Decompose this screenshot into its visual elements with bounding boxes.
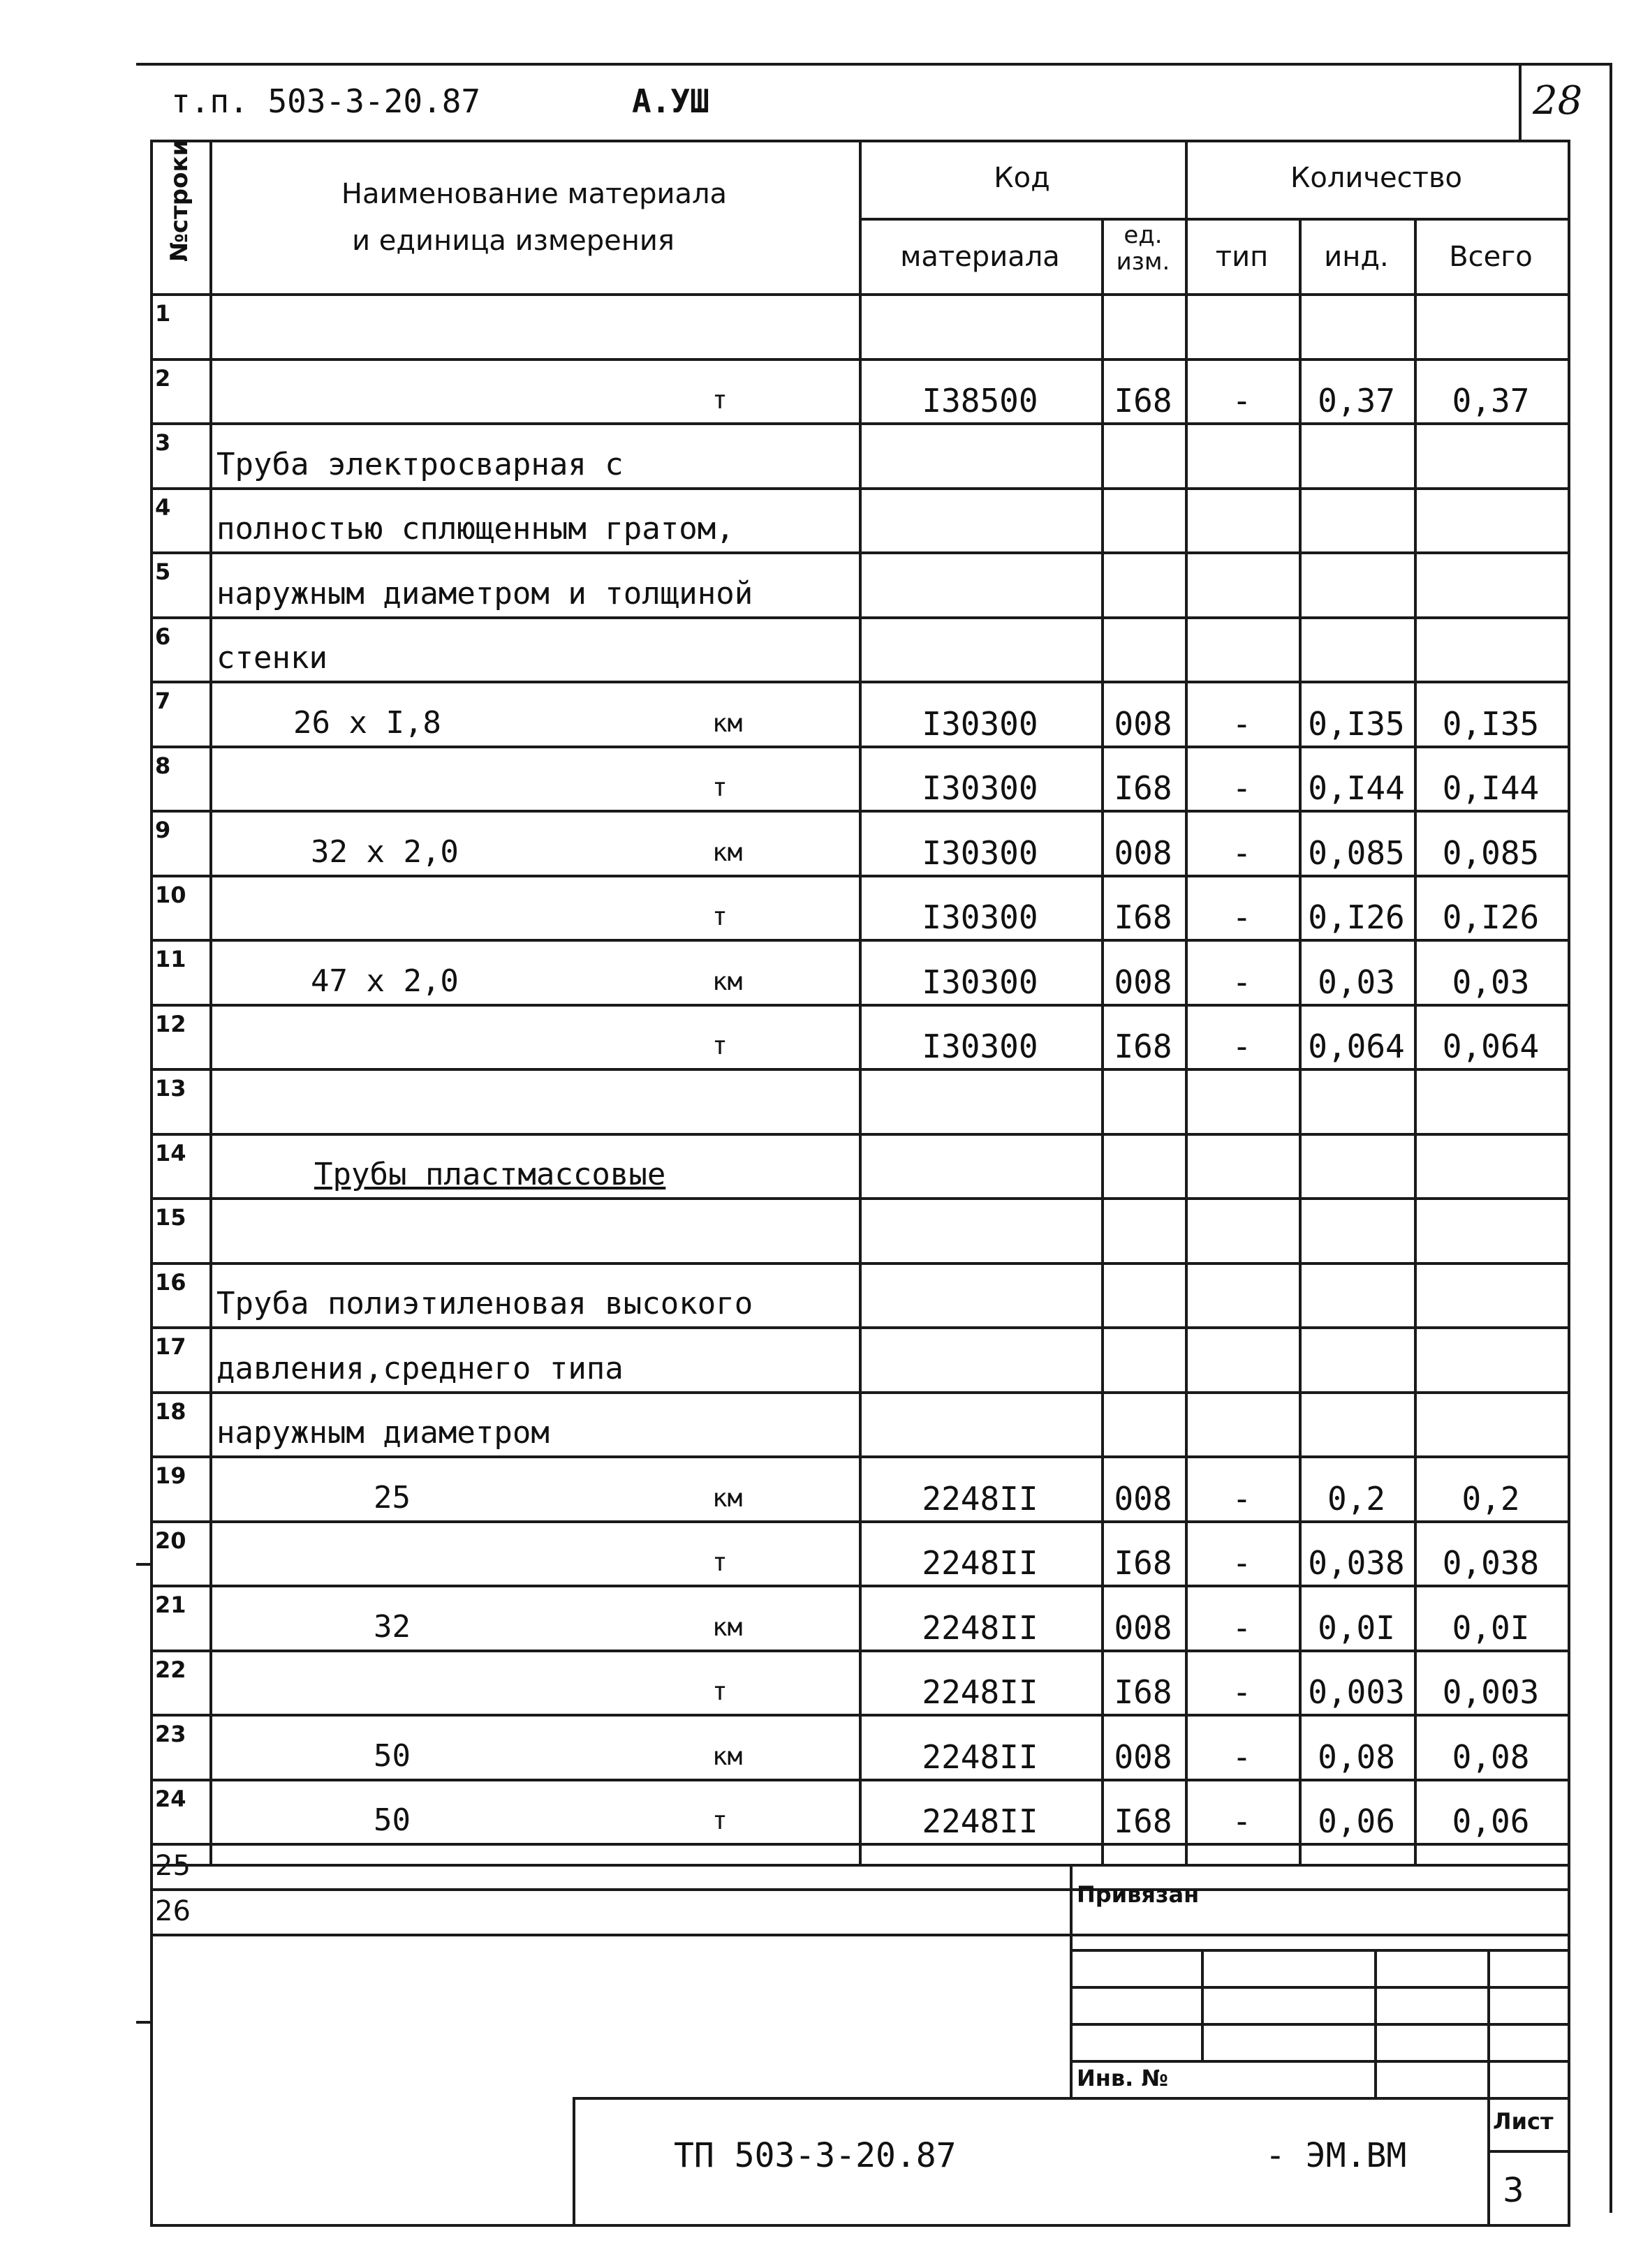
material-code: 2248II <box>922 1673 1038 1711</box>
row-number: 23 <box>155 1721 186 1747</box>
material-name: наружным диаметром и толщиной <box>216 575 753 612</box>
unit-label: т <box>712 386 728 415</box>
qty-ind: 0,064 <box>1308 1028 1405 1065</box>
unit-label: т <box>712 1677 728 1706</box>
qty-type: - <box>1232 898 1252 936</box>
row-number: 16 <box>155 1268 186 1296</box>
qty-type: - <box>1232 1802 1252 1840</box>
unit-code: I68 <box>1114 1028 1172 1065</box>
material-code: 2248II <box>922 1608 1038 1647</box>
row-number: 11 <box>155 946 186 972</box>
qty-total: 0,06 <box>1452 1802 1530 1840</box>
qty-total: 0,I26 <box>1442 898 1540 936</box>
qty-total: 0,I35 <box>1442 704 1540 743</box>
material-code: I38500 <box>922 382 1038 420</box>
qty-ind: 0,I35 <box>1308 704 1405 743</box>
row-number: 4 <box>155 494 171 521</box>
attached-label: Привязан <box>1077 1881 1200 1908</box>
material-code: 2248II <box>922 1479 1038 1518</box>
unit-label: т <box>712 1548 728 1577</box>
qty-type: - <box>1232 1737 1252 1776</box>
qty-ind: 0,08 <box>1318 1737 1395 1776</box>
inventory-label: Инв. № <box>1077 2065 1168 2091</box>
album-code: А.УШ <box>632 82 709 120</box>
material-code: I30300 <box>922 898 1038 936</box>
row-number: 3 <box>155 429 171 456</box>
qty-type: - <box>1232 769 1252 807</box>
qty-ind: 0,06 <box>1318 1802 1395 1840</box>
unit-code: I68 <box>1114 1673 1172 1711</box>
unit-label: км <box>712 967 743 996</box>
material-name: 25 <box>374 1479 411 1515</box>
unit-code: 008 <box>1114 1737 1172 1776</box>
qty-ind: 0,038 <box>1308 1544 1405 1582</box>
unit-code: I68 <box>1114 898 1172 936</box>
qty-ind-header: инд. <box>1324 241 1389 273</box>
material-name: 50 <box>374 1802 411 1838</box>
unit-label: км <box>712 838 743 867</box>
quantity-group-header: Количество <box>1290 162 1462 194</box>
page-number: 28 <box>1533 78 1583 124</box>
row-number: 20 <box>155 1527 186 1554</box>
code-group-header: Код <box>994 162 1050 194</box>
row-number: 12 <box>155 1010 186 1037</box>
unit-code: 008 <box>1114 704 1172 743</box>
qty-total: 0,2 <box>1461 1479 1520 1518</box>
qty-type: - <box>1232 1608 1252 1647</box>
unit-code: 008 <box>1114 963 1172 1001</box>
unit-label: т <box>712 1032 728 1060</box>
unit-code: I68 <box>1114 1802 1172 1840</box>
material-code: I30300 <box>922 704 1038 743</box>
material-code: I30300 <box>922 833 1038 872</box>
row-number: 13 <box>155 1075 186 1102</box>
unit-label: км <box>712 1613 743 1642</box>
material-code: I30300 <box>922 963 1038 1001</box>
qty-type: - <box>1232 1028 1252 1065</box>
row-number: 1 <box>155 300 171 327</box>
qty-ind: 0,085 <box>1308 833 1405 872</box>
unit-label: км <box>712 709 743 738</box>
unit-label: т <box>712 1807 728 1835</box>
material-name: 47 x 2,0 <box>311 963 459 999</box>
unit-label: т <box>712 903 728 931</box>
row-number: 8 <box>155 752 171 779</box>
qty-type: - <box>1232 1544 1252 1582</box>
row-number: 10 <box>155 881 186 908</box>
document-suffix: - ЭМ.ВМ <box>1265 2136 1407 2175</box>
row-number: 6 <box>155 623 171 650</box>
sheet-label: Лист <box>1493 2108 1554 2135</box>
qty-type: - <box>1232 1479 1252 1518</box>
unit-code: 008 <box>1114 1479 1172 1518</box>
row-number: 19 <box>155 1462 186 1489</box>
unit-label: км <box>712 1483 743 1513</box>
unit-code: I68 <box>1114 1544 1172 1582</box>
material-name: 32 x 2,0 <box>311 833 459 870</box>
qty-total: 0,038 <box>1442 1544 1540 1582</box>
material-code: I30300 <box>922 769 1038 807</box>
material-name: 32 <box>374 1608 411 1645</box>
unit-code: I68 <box>1114 769 1172 807</box>
material-name: полностью сплющенным гратом, <box>216 511 735 547</box>
row-number: 2 <box>155 364 171 392</box>
material-name: 26 x I,8 <box>293 704 441 741</box>
qty-ind: 0,I26 <box>1308 898 1405 936</box>
qty-ind: 0,003 <box>1308 1673 1405 1711</box>
material-name: наружным диаметром <box>216 1415 550 1451</box>
qty-total: 0,0I <box>1452 1608 1530 1647</box>
name-header-line2: и единица измерения <box>352 225 675 257</box>
row-number: 21 <box>155 1592 186 1618</box>
qty-type: - <box>1232 833 1252 872</box>
row-number: 15 <box>155 1204 186 1231</box>
qty-type: - <box>1232 963 1252 1001</box>
project-code: т.п. 503-3-20.87 <box>171 82 481 120</box>
material-code: 2248II <box>922 1802 1038 1840</box>
row-number: 17 <box>155 1333 186 1360</box>
qty-total-header: Всего <box>1449 241 1533 273</box>
code-material-header: материала <box>900 241 1060 273</box>
material-code: 2248II <box>922 1737 1038 1776</box>
qty-ind: 0,I44 <box>1308 769 1405 807</box>
sheet-number: 3 <box>1503 2171 1524 2210</box>
name-header-line1: Наименование материала <box>341 178 728 210</box>
document-code: ТП 503-3-20.87 <box>674 2136 957 2175</box>
row-number: 22 <box>155 1656 186 1683</box>
unit-label: км <box>712 1742 743 1771</box>
qty-total: 0,37 <box>1452 382 1530 420</box>
unit-code: 008 <box>1114 1608 1172 1647</box>
row-number-header: №строки <box>165 139 193 262</box>
row-number: 7 <box>155 688 171 714</box>
unit-code: 008 <box>1114 833 1172 872</box>
material-name: 50 <box>374 1737 411 1774</box>
row-number: 9 <box>155 817 171 843</box>
material-name: Трубы пластмассовые <box>314 1157 666 1192</box>
qty-ind: 0,2 <box>1327 1479 1386 1518</box>
qty-type-header: тип <box>1215 241 1269 273</box>
material-code: 2248II <box>922 1544 1038 1582</box>
row-number: 24 <box>155 1785 186 1812</box>
material-code: I30300 <box>922 1028 1038 1065</box>
material-name: стенки <box>216 640 327 676</box>
row-number: 26 <box>155 1895 191 1927</box>
qty-ind: 0,37 <box>1318 382 1395 420</box>
qty-total: 0,064 <box>1442 1028 1540 1065</box>
qty-type: - <box>1232 382 1252 420</box>
qty-total: 0,085 <box>1442 833 1540 872</box>
row-number: 14 <box>155 1139 186 1166</box>
code-unit-header: ед. изм. <box>1116 221 1170 276</box>
row-number: 25 <box>155 1850 191 1882</box>
qty-total: 0,I44 <box>1442 769 1540 807</box>
qty-total: 0,03 <box>1452 963 1530 1001</box>
qty-type: - <box>1232 1673 1252 1711</box>
unit-code: I68 <box>1114 382 1172 420</box>
unit-label: т <box>712 773 728 802</box>
qty-ind: 0,03 <box>1318 963 1395 1001</box>
row-number: 5 <box>155 558 171 585</box>
row-number: 18 <box>155 1398 186 1425</box>
material-name: давления,среднего типа <box>216 1350 624 1386</box>
material-name: Труба полиэтиленовая высокого <box>216 1286 753 1321</box>
qty-ind: 0,0I <box>1318 1608 1395 1647</box>
qty-total: 0,003 <box>1442 1673 1540 1711</box>
material-name: Труба электросварная с <box>216 446 624 482</box>
qty-total: 0,08 <box>1452 1737 1530 1776</box>
qty-type: - <box>1232 704 1252 743</box>
